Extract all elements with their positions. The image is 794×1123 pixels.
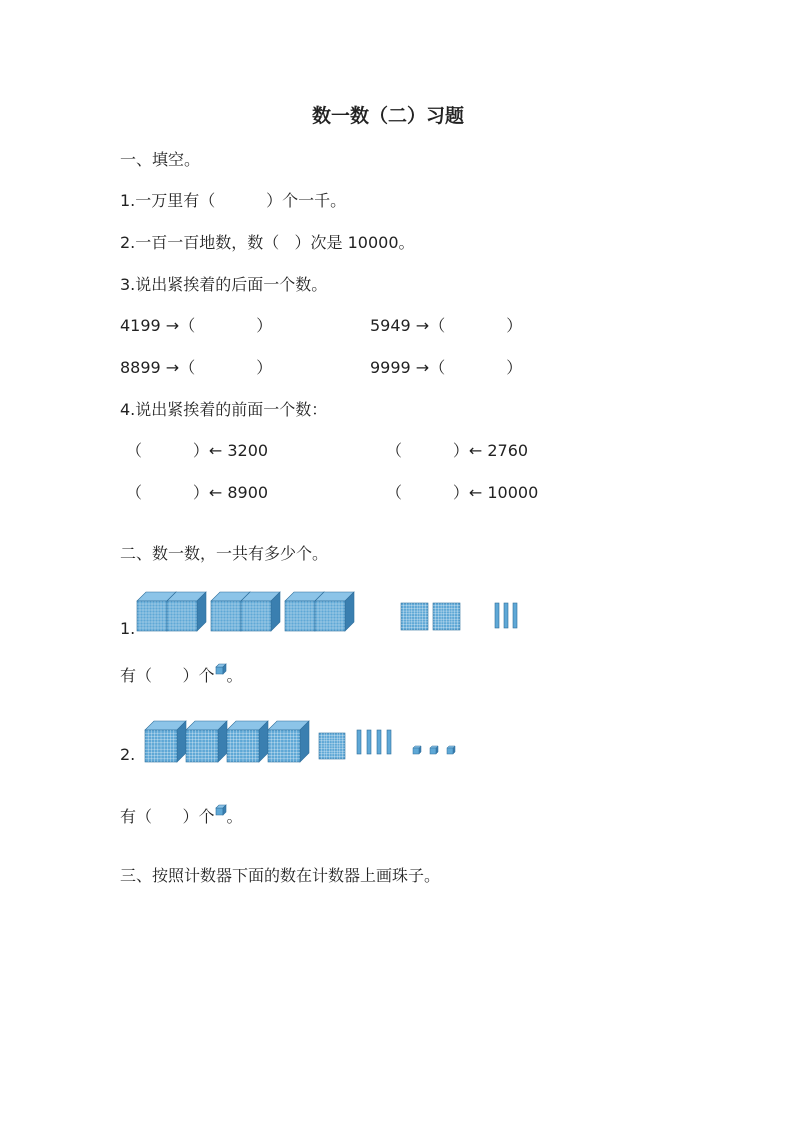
q4-row2-right: （ ）← 10000 <box>386 483 539 502</box>
question-2: 2.一百一百地数，数（ ）次是 10000。 <box>120 233 415 252</box>
problem-1-number: 1. <box>120 619 136 638</box>
ten-rod <box>387 730 391 754</box>
q3-row2-left: 8899 →（ ） <box>120 358 273 377</box>
q3-row1-right: 5949 →（ ） <box>370 316 523 335</box>
problem-2-number: 2. <box>120 745 136 764</box>
answer-suffix: 。 <box>226 666 243 685</box>
hundred-flat <box>319 733 345 759</box>
one-cube <box>430 746 438 754</box>
hundred-flat <box>433 603 460 630</box>
thousand-cube <box>167 592 206 631</box>
thousand-cube <box>241 592 280 631</box>
q4-row2-left: （ ）← 8900 <box>126 483 269 502</box>
q4-row1-right: （ ）← 2760 <box>386 441 529 460</box>
thousand-cube <box>186 721 227 762</box>
one-cube <box>413 746 421 754</box>
section1-heading: 一、填空。 <box>120 150 201 169</box>
question-3-label: 3.说出紧挨着的后面一个数。 <box>120 275 328 294</box>
hundred-flat <box>401 603 428 630</box>
one-cube <box>447 746 455 754</box>
section3-heading: 三、按照计数器下面的数在计数器上画珠子。 <box>120 866 441 885</box>
ten-rod <box>504 603 508 628</box>
question-1: 1.一万里有（ ）个一千。 <box>120 191 347 210</box>
question-4-label: 4.说出紧挨着的前面一个数： <box>120 400 328 419</box>
ten-rod <box>357 730 361 754</box>
ten-rod <box>513 603 517 628</box>
thousand-cube <box>315 592 354 631</box>
ten-rod <box>367 730 371 754</box>
ten-rod <box>377 730 381 754</box>
answer-prefix: 有（ ）个 <box>120 807 215 826</box>
page-title: 数一数（二）习题 <box>312 105 465 127</box>
thousand-cube <box>227 721 268 762</box>
q4-row1-left: （ ）← 3200 <box>126 441 269 460</box>
thousand-cube <box>268 721 309 762</box>
q3-row1-left: 4199 →（ ） <box>120 316 273 335</box>
ten-rod <box>495 603 499 628</box>
answer-prefix: 有（ ）个 <box>120 666 215 685</box>
answer-suffix: 。 <box>226 807 243 826</box>
q3-row2-right: 9999 →（ ） <box>370 358 523 377</box>
thousand-cube <box>145 721 186 762</box>
section2-heading: 二、数一数，一共有多少个。 <box>120 544 329 563</box>
